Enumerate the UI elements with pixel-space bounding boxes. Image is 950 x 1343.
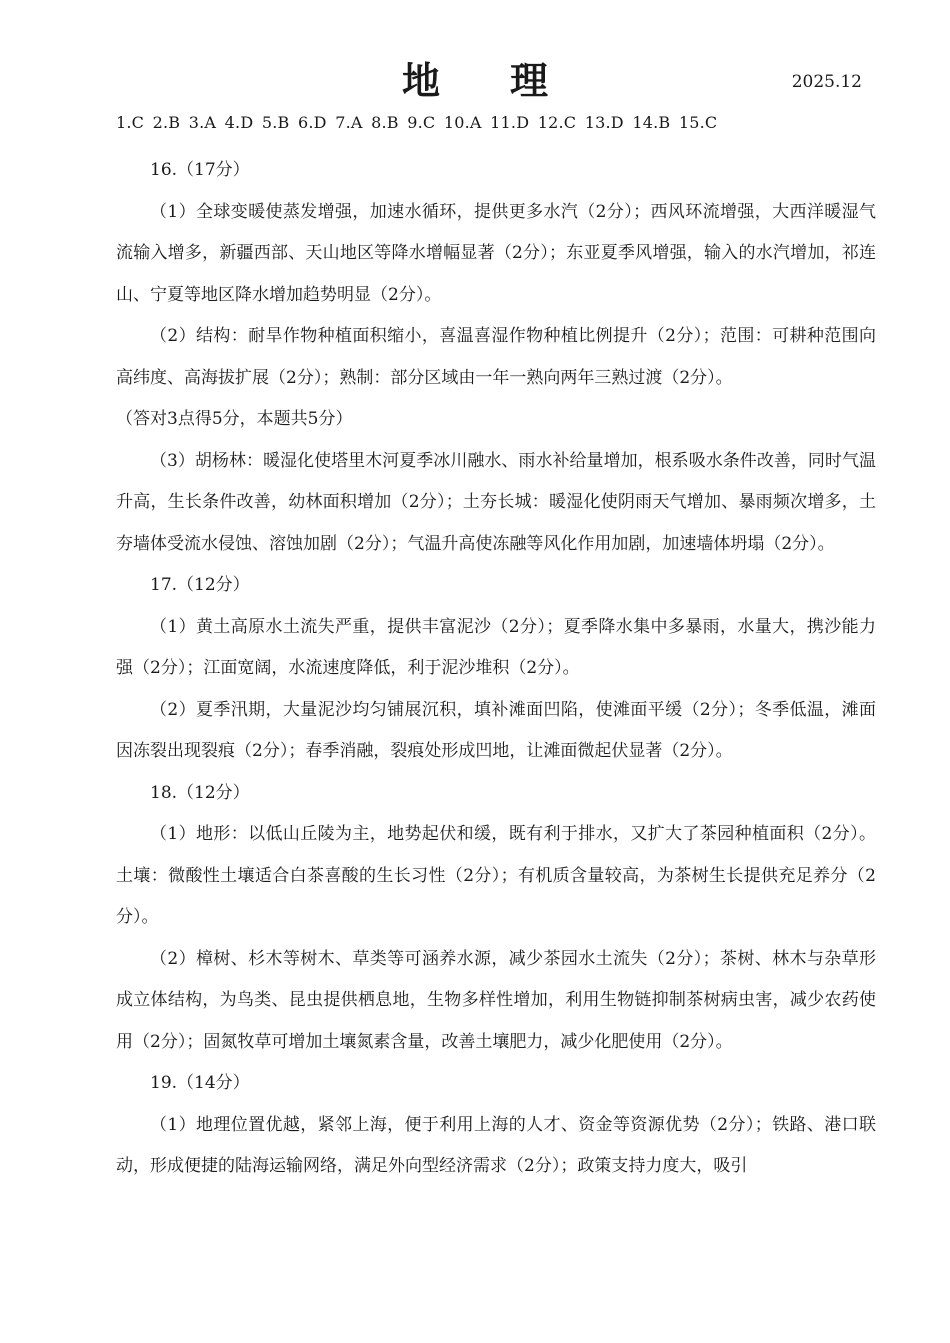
question-19-heading: 19.（14分）: [150, 1073, 250, 1093]
exam-date: 2025.12: [791, 72, 862, 92]
question-17-part-2: （2）夏季汛期，大量泥沙均匀铺展沉积，填补滩面凹陷，使滩面平缓（2分）；冬季低温，滩面因冻裂出现裂痕（2分）；春季消融，裂痕处形成凹地，让滩面微起伏显著（2分）。: [116, 699, 876, 761]
answer-item: 3.A: [188, 113, 217, 132]
answer-item: 13.D: [584, 113, 624, 132]
answer-item: 12.C: [537, 113, 577, 132]
question-18-part-2: （2）樟树、杉木等树木、草类等可涵养水源，减少茶园水土流失（2分）；茶树、林木与杂草形成立体结构，为鸟类、昆虫提供栖息地，生物多样性增加，利用生物链抑制茶树病虫害，减少农药使用（2分）；固氮牧草可增加土壤氮素含量，改善土壤肥力，减少化肥使用（2分）。: [116, 948, 876, 1052]
question-16-part-3: （3）胡杨林：暖湿化使塔里木河夏季冰川融水、雨水补给量增加，根系吸水条件改善，同时气温升高，生长条件改善，幼林面积增加（2分）；土夯长城：暖湿化使阴雨天气增加、暴雨频次增多，土夯墙体受流水侵蚀、溶蚀加剧（2分）；气温升高使冻融等风化作用加剧，加速墙体坍塌（2分）。: [116, 450, 876, 554]
answer-item: 1.C: [116, 113, 145, 132]
answer-item: 8.B: [371, 113, 399, 132]
answer-item: 2.B: [152, 113, 181, 132]
answer-item: 4.D: [224, 113, 254, 132]
question-16-part-2-note: （答对3点得5分，本题共5分）: [116, 409, 353, 429]
question-18-part-1: （1）地形：以低山丘陵为主，地势起伏和缓，既有利于排水，又扩大了茶园种植面积（2分）。土壤：微酸性土壤适合白茶喜酸的生长习性（2分）；有机质含量较高，为茶树生长提供充足养分（2分）。: [116, 824, 876, 927]
answer-item: 10.A: [443, 113, 482, 132]
answer-item: 14.B: [632, 113, 671, 132]
answer-item: 7.A: [335, 113, 363, 132]
question-16-part-2: （2）结构：耐旱作物种植面积缩小，喜温喜湿作物种植比例提升（2分）；范围：可耕种范围向高纬度、高海拔扩展（2分）；熟制：部分区域由一年一熟向两年三熟过渡（2分）。: [116, 326, 876, 388]
answer-item: 6.D: [297, 113, 327, 132]
answer-item: 11.D: [490, 113, 530, 132]
answer-item: 15.C: [678, 113, 718, 132]
question-17-part-1: （1）黄土高原水土流失严重，提供丰富泥沙（2分）；夏季降水集中多暴雨，水量大，携沙能力强（2分）；江面宽阔，水流速度降低，利于泥沙堆积（2分）。: [116, 616, 876, 678]
question-18-heading: 18.（12分）: [150, 782, 250, 803]
multiple-choice-answers: [116, 113, 876, 132]
answer-item: 9.C: [407, 113, 436, 132]
answer-content: [116, 150, 876, 1188]
question-17-heading: 17.（12分）: [150, 575, 250, 595]
question-16-part-1: （1）全球变暖使蒸发增强，加速水循环，提供更多水汽（2分）；西风环流增强，大西洋暖湿气流输入增多，新疆西部、天山地区等降水增幅显著（2分）；东亚夏季风增强，输入的水汽增加，祁连山、宁夏等地区降水增加趋势明显（2分）。: [116, 201, 876, 305]
page-title: 地理: [401, 59, 618, 103]
question-16-heading: 16.（17分）: [150, 160, 250, 180]
question-19-part-1: （1）地理位置优越，紧邻上海，便于利用上海的人才、资金等资源优势（2分）；铁路、港口联动，形成便捷的陆海运输网络，满足外向型经济需求（2分）；政策支持力度大，吸引: [116, 1114, 876, 1176]
answer-item: 5.B: [261, 113, 290, 132]
page-header: [0, 50, 950, 110]
